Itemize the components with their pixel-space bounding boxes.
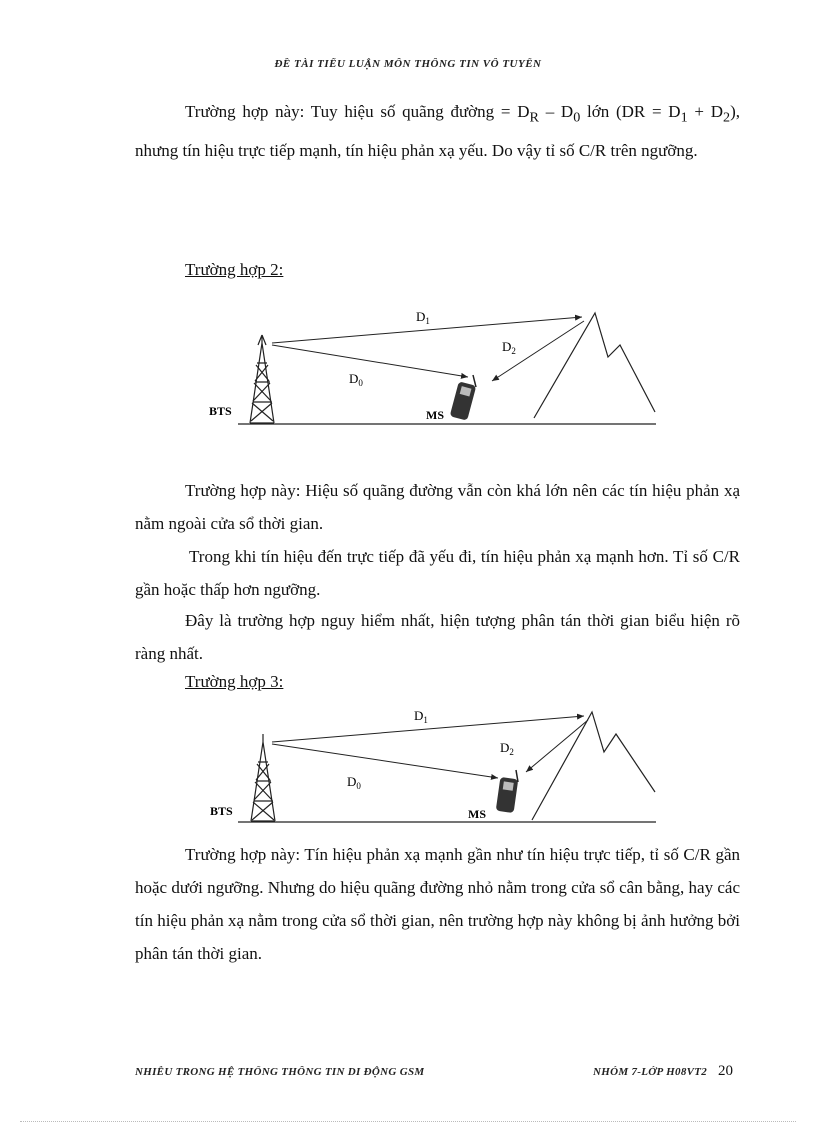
case2-diagram (200, 305, 670, 435)
path-d2-line (526, 720, 588, 772)
page-number: 20 (718, 1063, 733, 1079)
case3-title: Trường hợp 3: (185, 672, 284, 691)
d2-label: $D_2$ (502, 339, 516, 356)
bts-label: BTS (210, 804, 233, 818)
mobile-phone-icon (450, 375, 477, 421)
d1-label: $D_1$ (414, 708, 428, 725)
mountain-icon (532, 712, 655, 820)
path-d0-line (272, 744, 498, 778)
mobile-phone-icon (496, 770, 519, 813)
case3-diagram (200, 702, 670, 830)
case2-paragraph-3: Đây là trường hợp nguy hiểm nhất, hiện tượng phân tán thời gian biểu hiện rõ ràng nhất. (135, 611, 740, 663)
ms-label: MS (468, 807, 486, 821)
bts-tower-icon (250, 335, 274, 423)
d0-label: $D_0$ (349, 371, 363, 388)
footer-left: NHIỄU TRONG HỆ THỐNG THÔNG TIN DI ĐỘNG GSM (135, 1066, 425, 1078)
d2-label: $D_2$ (500, 740, 514, 757)
d1-label: $D_1$ (416, 309, 430, 326)
bts-label: BTS (209, 404, 232, 418)
path-d1-line (272, 716, 584, 742)
d0-label: $D_0$ (347, 774, 361, 791)
footer-right: NHÓM 7-LỚP H08VT2 (593, 1066, 708, 1078)
case2-paragraph-1: Trường hợp này: Hiệu số quãng đường vẫn còn khá lớn nên các tín hiệu phản xạ nằm ngoài cửa sổ thời gian. (135, 481, 740, 533)
page-header: ĐỀ TÀI TIỂU LUẬN MÔN THÔNG TIN VÔ TUYẾN (274, 58, 542, 70)
ms-label: MS (426, 408, 444, 422)
case3-paragraph: Trường hợp này: Tín hiệu phản xạ mạnh gần như tín hiệu trực tiếp, tỉ số C/R gần hoặc dưới ngưỡng. Nhưng do hiệu quãng đường nhỏ nằm trong cửa sổ cân bằng, hay các tín hiệu phản xạ nằm trong cửa sổ thời gian, nên trường hợp này không bị ảnh hưởng bởi phân tán thời gian. (135, 845, 740, 963)
bts-tower-icon (251, 734, 275, 821)
case2-title: Trường hợp 2: (185, 260, 284, 279)
path-d0-line (272, 345, 468, 377)
mountain-icon (534, 313, 655, 418)
case2-paragraph-2: Trong khi tín hiệu đến trực tiếp đã yếu đi, tín hiệu phản xạ mạnh hơn. Tỉ số C/R gần hoặc thấp hơn ngưỡng. (135, 547, 740, 599)
intro-paragraph: Trường hợp này: Tuy hiệu số quãng đường = $D_R - D_0$ lớn $(DR = D_1 + D_2)$, nhưng tín hiệu trực tiếp mạnh, tín hiệu phản xạ yếu. Do vậy tỉ số C/R trên ngưỡng. (135, 102, 740, 161)
